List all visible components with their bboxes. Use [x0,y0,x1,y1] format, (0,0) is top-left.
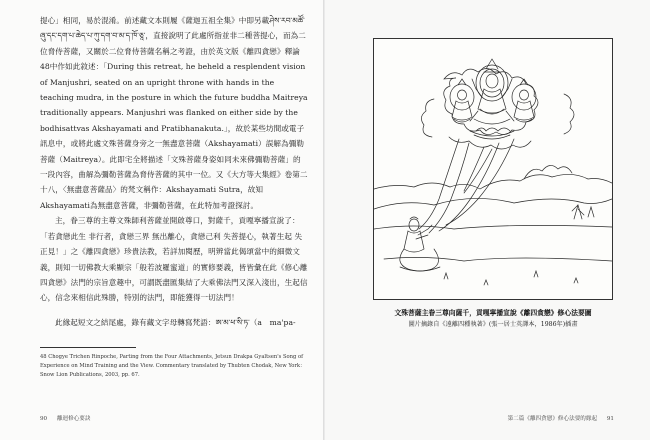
paragraph-3: 此緣起短文之結尾處，錄有藏文字母轉寫梵語：ཨ་མ་ཕ་སི་ཏ་（a ma'pa- [55,317,296,327]
footnote: 48 Chogye Trichen Rinpoche, Parting from the Four Attachments, Jetsun Drakpa Gyaltsen's Song of Experience on Mind Training and the View. Commentary translated by Thubten Chodak, New York：Snow Lion Publications, 2003, pp. 67. [40,354,306,378]
lotus-throne-icon [470,128,514,139]
figure-caption [365,308,621,330]
practitioner-figure-icon [400,217,440,271]
attendant-bodhisattva-left-icon [452,79,472,122]
page-number-left: 90 [40,416,48,422]
mountain-landscape-icon [374,165,612,261]
illustration-drawing [374,39,612,299]
running-head-left: 離迴修心要訣 [56,416,91,422]
light-rays-icon [419,139,514,233]
paragraph-2: 主，眷三尊的主尊文殊師利菩薩並開啟尊口，對薩千，貢嘎寧播宣說了：「若貪戀此生 非行者，貪戀三界 無出離心，貪戀己利 失菩提心，執著生起 失正見！」之《離四貪戀》珍貴法教，若詳加閱歷，明辨當此偈頌當中的細微文義，則知一切佛教大乘顯宗「般若波羅蜜道」的實修要義，皆皆彙在此《修心離四貪戀》法門的宗旨意趣中，可謂既盡匯集結了大乘佛法門又深入淺出，生起信心，信念來相信此殊勝，特別的法門，即能獲得一切法門！ [40,216,308,303]
right-folio [508,414,614,422]
running-head-right: 第二篇《離四貪戀》修心法要的緣起 [507,416,598,422]
caption-source: 圖片摘錄自《遠離四種執著》(張一居士英譯本，1986年)插畫 [408,321,578,328]
main-text [40,13,308,330]
paragraph-1: 提心」相同，易於混淆。前述藏文本則履《薩迦五祖全集》中即另載ཤེས་རབ་མཚོ་ཞུ་དང་དག་པ་ཆེད་པ་ཀུ་དག་བ་མ་ད་ཁོ་ཅཱ་，直接說明了此處所指並非二種菩提心，而為二位脅侍菩薩，又關於二位脅侍菩薩名稱之考證，由於英文版《離四貪戀》釋論48中作如此敘述：「During this retreat, he beheld a resplendent vision of Manjushri, seated on an upright throne with hands in the teaching mudra, in the posture in which the future buddha Maitreya traditionally appears. Manjushri was flanked on either side by the bodhisattvas Akshayamati and Pratibhanakuta.」，故於某些坊間或電子訊息中，或將此處文殊菩薩身旁之一無盡意菩薩（Akshayamati）誤解為彌勒菩薩（Maitreya）。此即宅全將描述「文殊菩薩身姿如同未來佛彌勒菩薩」的一段內容，曲解為彌勒菩薩為脅侍菩薩的其中一位。又《大方等大集經》卷第二十八，〈無盡意菩薩品〉的梵文稱作：Akshayamati Sutra，故知Akshayamati為無盡意菩薩，非彌勒菩薩，在此特加考證探討。 [40,16,308,210]
grass-trees-icon [444,205,594,285]
left-folio [40,414,90,422]
attendant-bodhisattva-right-icon [514,79,534,122]
footnote-rule [40,347,136,348]
caption-title: 文殊菩薩主眷三尊向薩千，貢嘎寧播宣說《離四貪戀》修心法要圖 [394,309,592,317]
page-number-right: 91 [606,416,614,422]
illustration-figure [373,38,613,300]
right-page [325,0,650,440]
